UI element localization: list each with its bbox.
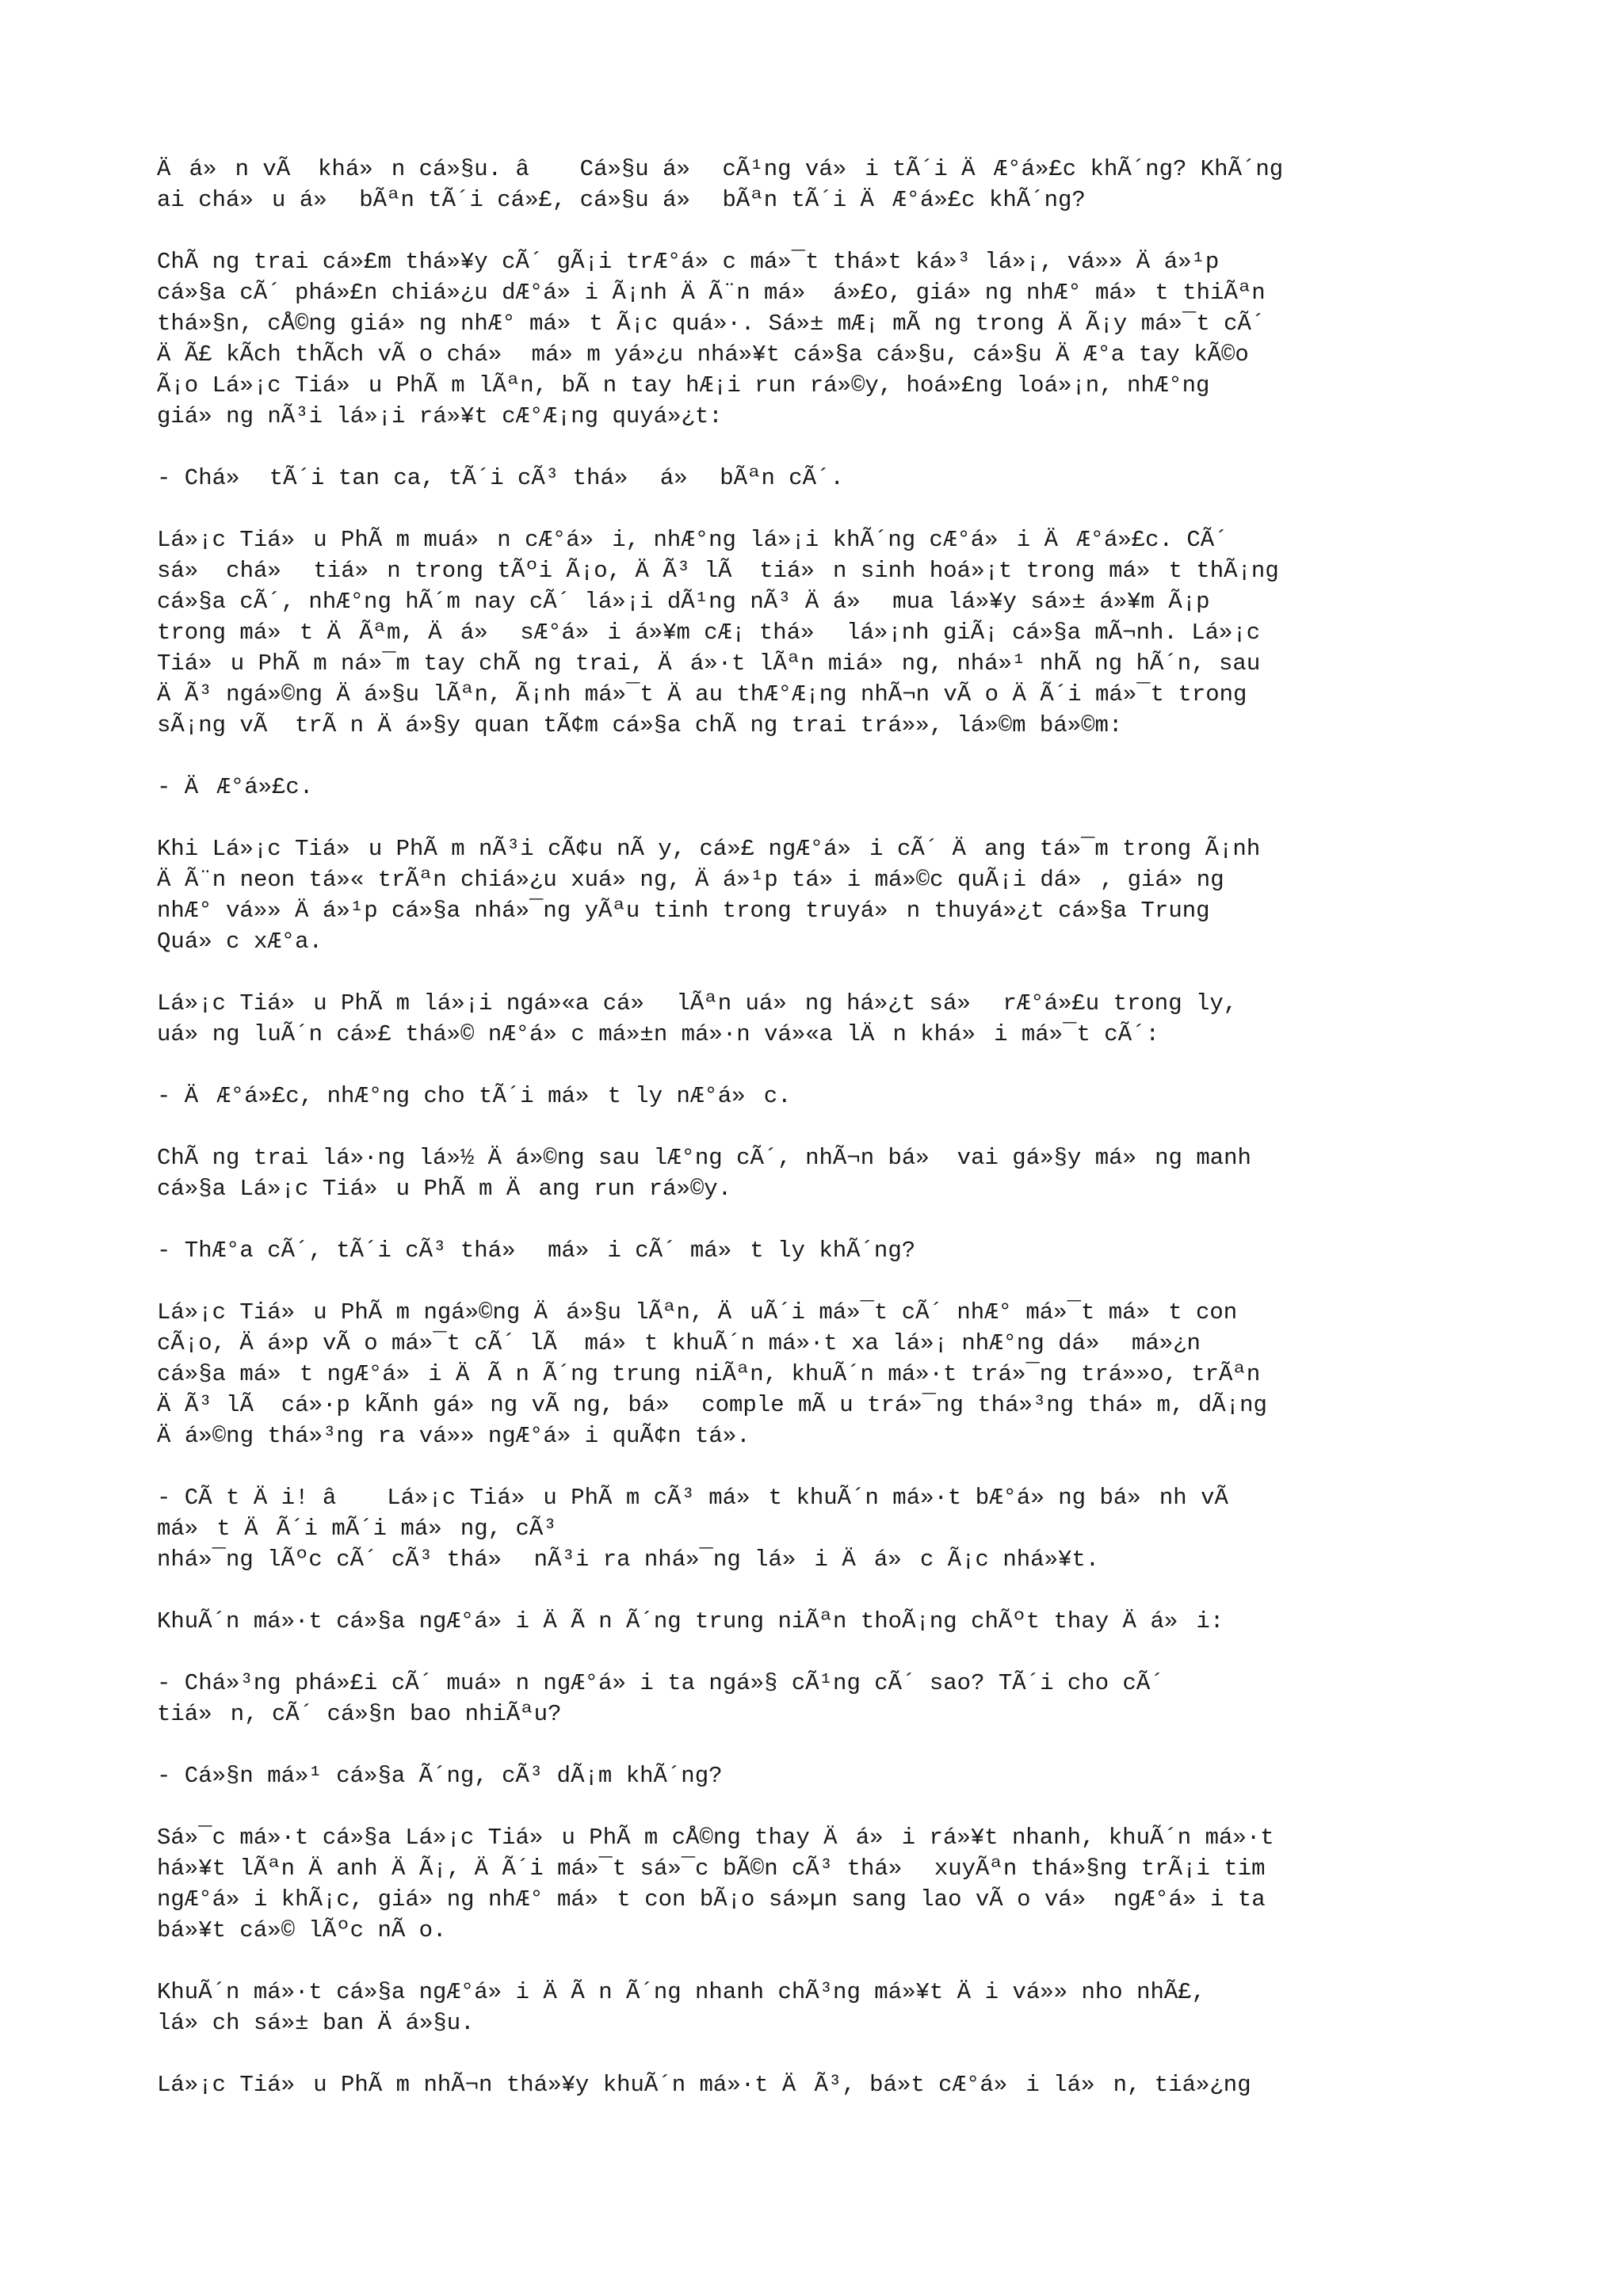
paragraph-2: ChÃ ng trai cá»£m thá»¥y cÃ´ gÃ¡i trÆ°á»c má»¯t thá»t ká»³ lá»¡, vá»» Äá»¹p cá»§a cÃ´ phá»£n chiá»¿u dÆ°á»i Ã¡nh ÄÃ¨n má» á»£o, giá»ng nhÆ° má»t thiÃªn thá»§n, cÅ©ng giá»ng nhÆ° má»t Ã¡c quá»·. Sá»± mÆ¡ mÃ ng trong ÄÃ¡y má»¯t cÃ´ ÄÃ£ kÃch thÃch vÃ o chá» má»m yá»¿u nhá»¥t cá»§a cá»§u, cá»§u ÄÆ°a tay kÃ©o Ã¡o Lá»¡c Tiá»u PhÃ m lÃªn, bÃ n tay hÆ¡i run rá»©y, hoá»£ng loá»¡n, nhÆ°ng giá»ng nÃ³i lá»¡i rá»¥t cÆ°Æ¡ng quyá»¿t: — [157, 249, 1266, 429]
paragraph-11: Lá»¡c Tiá»u PhÃ m ngá»©ng Äá»§u lÃªn, ÄuÃ´i má»¯t cÃ´ nhÆ° má»¯t má»t con cÃ¡o, Äá»p vÃ o má»¯t cÃ´ lÃ má»t khuÃ´n má»·t xa lá»¡ nhÆ°ng dá» má»¿n cá»§a má»t ngÆ°á»i ÄÃ n Ã´ng trung niÃªn, khuÃ´n má»·t trá»¯ng trá»»o, trÃªn ÄÃ³ lÃ cá»·p kÃnh gá»ng vÃ ng, bá» comple mÃ u trá»¯ng thá»³ng thá»m, dÃ¡ng Äá»©ng thá»³ng ra vá»» ngÆ°á»i quÃ¢n tá». — [157, 1299, 1267, 1449]
paragraph-14: - Chá»³ng phá»£i cÃ´ muá»n ngÆ°á»i ta ngá»§ cÃ¹ng cÃ´ sao? TÃ´i cho cÃ´ tiá»n, cÃ´ cá»§n bao nhiÃªu? — [157, 1670, 1164, 1727]
paragraph-4: Lá»¡c Tiá»u PhÃ m muá»n cÆ°á»i, nhÆ°ng lá»¡i khÃ´ng cÆ°á»i ÄÆ°á»£c. CÃ´ sá» chá» tiá»n trong tÃºi Ã¡o, ÄÃ³ lÃ tiá»n sinh hoá»¡t trong má»t thÃ¡ng cá»§a cÃ´, nhÆ°ng hÃ´m nay cÃ´ lá»¡i dÃ¹ng nÃ³ Äá» mua lá»¥y sá»± á»¥m Ã¡p trong má»t ÄÃªm, Äá» sÆ°á»i á»¥m cÆ¡ thá» lá»¡nh giÃ¡ cá»§a mÃ¬nh. Lá»¡c Tiá»u PhÃ m ná»¯m tay chÃ ng trai, Äá»·t lÃªn miá»ng, nhá»¹ nhÃ ng hÃ´n, sau ÄÃ³ ngá»©ng Äá»§u lÃªn, Ã¡nh má»¯t Äau thÆ°Æ¡ng nhÃ¬n vÃ o ÄÃ´i má»¯t trong sÃ¡ng vÃ trÃ n Äá»§y quan tÃ¢m cá»§a chÃ ng trai trá»», lá»©m bá»©m: — [157, 527, 1279, 738]
paragraph-16: Sá»¯c má»·t cá»§a Lá»¡c Tiá»u PhÃ m cÅ©ng thay Äá»i rá»¥t nhanh, khuÃ´n má»·t há»¥t lÃªn Äanh ÄÃ¡, ÄÃ´i má»¯t sá»¯c bÃ©n cÃ³ thá» xuyÃªn thá»§ng trÃ¡i tim ngÆ°á»i khÃ¡c, giá»ng nhÆ° má»t con bÃ¡o sá»µn sang lao vÃ o vá» ngÆ°á»i ta bá»¥t cá»© lÃºc nÃ o. — [157, 1825, 1274, 1943]
paragraph-12: - CÃ t Äi! â Lá»¡c Tiá»u PhÃ m cÃ³ má»t khuÃ´n má»·t bÆ°á»ng bá»nh vÃ má»t ÄÃ´i mÃ´i má»ng, cÃ³ nhá»¯ng lÃºc cÃ´ cÃ³ thá» nÃ³i ra nhá»¯ng lá»i Äá»c Ã¡c nhá»¥t. — [157, 1485, 1228, 1573]
paragraph-8: - ÄÆ°á»£c, nhÆ°ng cho tÃ´i má»t ly nÆ°á»c. — [157, 1083, 792, 1109]
paragraph-3: - Chá» tÃ´i tan ca, tÃ´i cÃ³ thá» á» bÃªn cÃ´. — [157, 465, 844, 491]
paragraph-9: ChÃ ng trai lá»·ng lá»½ Äá»©ng sau lÆ°ng cÃ´, nhÃ¬n bá» vai gá»§y má»ng manh cá»§a Lá»¡c Tiá»u PhÃ m Äang run rá»©y. — [157, 1145, 1251, 1202]
paragraph-5: - ÄÆ°á»£c. — [157, 774, 314, 800]
paragraph-13: KhuÃ´n má»·t cá»§a ngÆ°á»i ÄÃ n Ã´ng trung niÃªn thoÃ¡ng chÃºt thay Äá»i: — [157, 1608, 1224, 1634]
paragraph-10: - ThÆ°a cÃ´, tÃ´i cÃ³ thá» má»i cÃ´ má»t ly khÃ´ng? — [157, 1238, 916, 1264]
paragraph-17: KhuÃ´n má»·t cá»§a ngÆ°á»i ÄÃ n Ã´ng nhanh chÃ³ng má»¥t Äi vá»» nho nhÃ£, lá»ch sá»± ban Äá»§u. — [157, 1979, 1206, 2036]
paragraph-18: Lá»¡c Tiá»u PhÃ m nhÃ¬n thá»¥y khuÃ´n má»·t ÄÃ³, bá»t cÆ°á»i lá»n, tiá»¿ng — [157, 2072, 1251, 2098]
paragraph-15: - Cá»§n má»¹ cá»§a Ã´ng, cÃ³ dÃ¡m khÃ´ng? — [157, 1763, 723, 1789]
paragraph-6: Khi Lá»¡c Tiá»u PhÃ m nÃ³i cÃ¢u nÃ y, cá»£ ngÆ°á»i cÃ´ Äang tá»¯m trong Ã¡nh ÄÃ¨n neon tá»« trÃªn chiá»¿u xuá»ng, Äá»¹p tá»i má»©c quÃ¡i dá» , giá»ng nhÆ° vá»» Äá»¹p cá»§a nhá»¯ng yÃªu tinh trong truyá»n thuyá»¿t cá»§a Trung Quá»c xÆ°a. — [157, 836, 1261, 955]
paragraph-1: Äá»n vÃ khá»n cá»§u. â Cá»§u á» cÃ¹ng vá»i tÃ´i ÄÆ°á»£c khÃ´ng? KhÃ´ng ai chá»u á» bÃªn tÃ´i cá»£, cá»§u á» bÃªn tÃ´i ÄÆ°á»£c khÃ´ng? — [157, 156, 1284, 213]
document-page — [157, 154, 1472, 2131]
paragraph-7: Lá»¡c Tiá»u PhÃ m lá»¡i ngá»«a cá» lÃªn uá»ng há»¿t sá» rÆ°á»£u trong ly, uá»ng luÃ´n cá»£ thá»© nÆ°á»c má»±n má»·n vá»«a lÄn khá»i má»¯t cÃ´: — [157, 990, 1238, 1047]
